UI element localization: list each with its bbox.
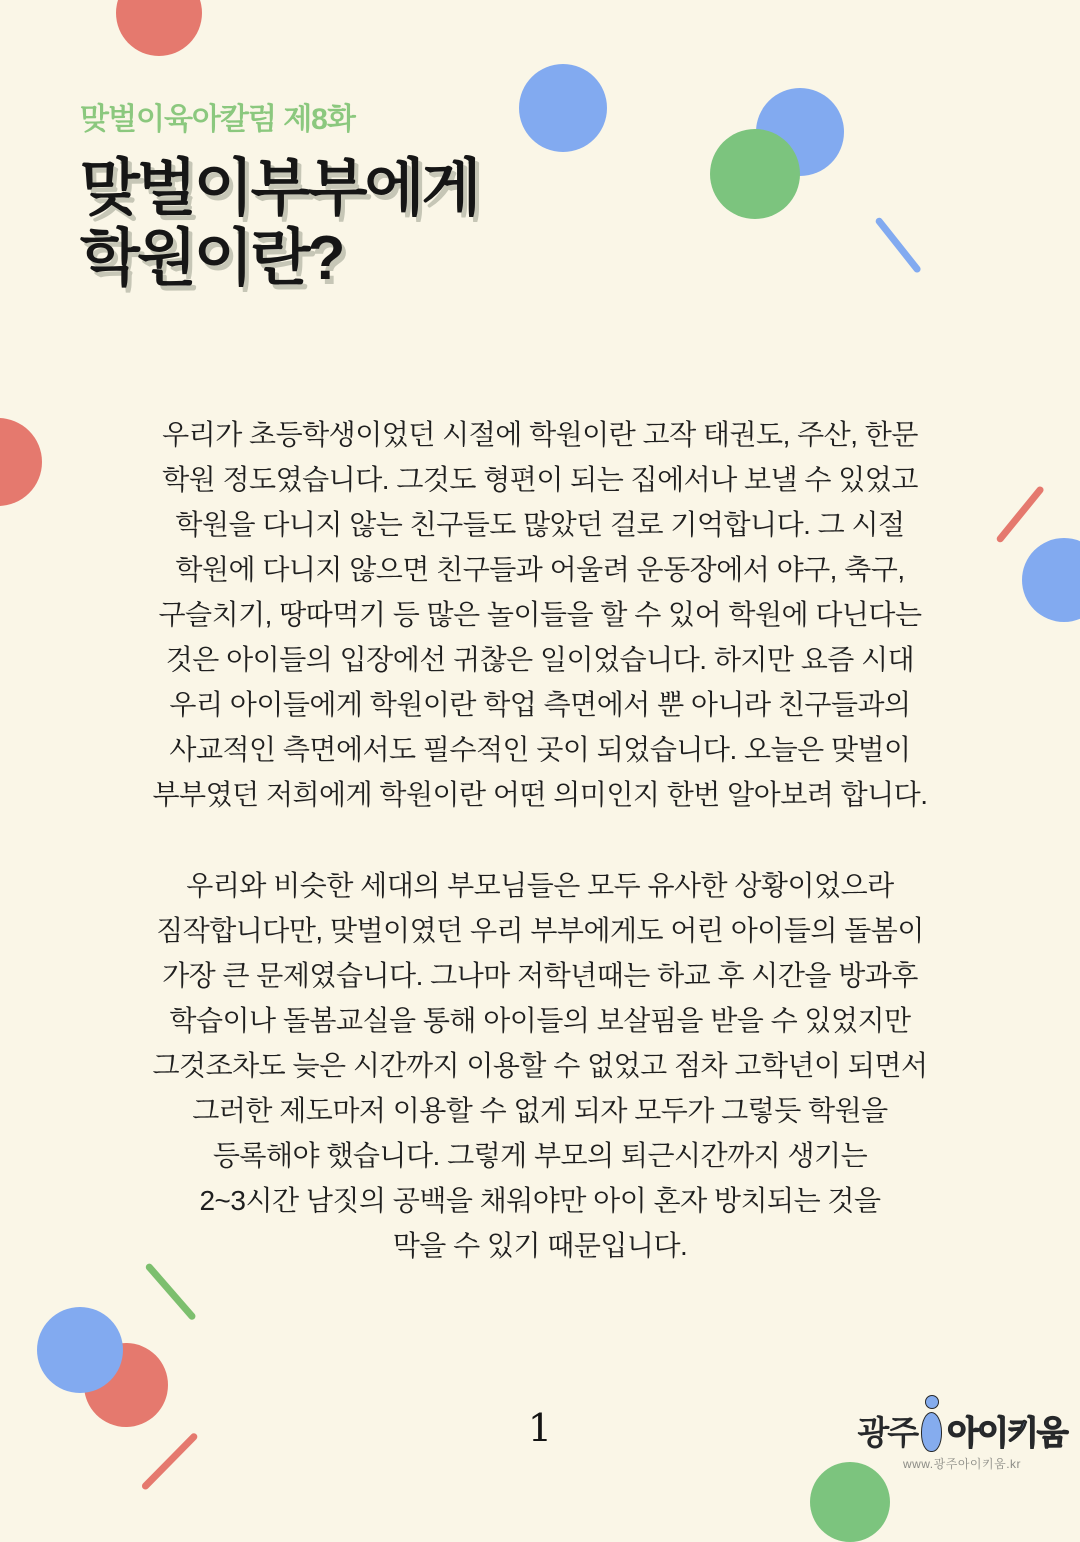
text-line: 그것조차도 늦은 시간까지 이용할 수 없었고 점차 고학년이 되면서 <box>152 1050 928 1081</box>
article-body <box>90 412 990 1268</box>
text-line: 부부였던 저희에게 학원이란 어떤 의미인지 한번 알아보려 합니다. <box>152 779 928 810</box>
paragraph-2 <box>90 863 990 1268</box>
decorative-line-green-bottom-left <box>144 1262 197 1321</box>
text-line: 2~3시간 남짓의 공백을 채워야만 아이 혼자 방치되는 것을 <box>199 1185 881 1216</box>
decorative-circle-blue-top-center <box>519 64 607 152</box>
text-line: 학원에 다니지 않으면 친구들과 어울려 운동장에서 야구, 축구, <box>175 554 905 585</box>
decorative-circle-green-top-right <box>710 129 800 219</box>
title-line-2: 학원이란? <box>80 224 343 293</box>
person-icon <box>919 1395 945 1453</box>
decorative-circle-blue-right-edge <box>1022 538 1080 622</box>
text-line: 학원을 다니지 않는 친구들도 많았던 걸로 기억합니다. 그 시절 <box>175 509 905 540</box>
decorative-line-coral-right <box>995 485 1045 544</box>
series-label: 맞벌이육아칼럼 제8화 <box>80 103 355 136</box>
logo-row <box>852 1395 1072 1453</box>
text-line: 사교적인 측면에서도 필수적인 곳이 되었습니다. 오늘은 맞벌이 <box>169 734 911 765</box>
title-line-1: 맞벌이부부에게 <box>80 154 479 223</box>
header <box>80 102 478 294</box>
decorative-circle-coral-top-left <box>116 0 202 56</box>
decorative-line-coral-bottom-left <box>141 1432 199 1491</box>
text-line: 막을 수 있기 때문입니다. <box>392 1230 688 1261</box>
decorative-circle-blue-bottom-left <box>37 1307 123 1393</box>
text-line: 짐작합니다만, 맞벌이였던 우리 부부에게도 어린 아이들의 돌봄이 <box>156 915 924 946</box>
logo-website-url: www.광주아이키움.kr <box>902 1457 1022 1471</box>
text-line: 그러한 제도마저 이용할 수 없게 되자 모두가 그렇듯 학원을 <box>192 1095 888 1126</box>
person-icon-head <box>925 1395 939 1409</box>
text-line: 우리와 비슷한 세대의 부모님들은 모두 유사한 상황이었으라 <box>186 870 894 901</box>
person-icon-body <box>921 1412 942 1452</box>
page-number: 1 <box>527 1406 553 1450</box>
decorative-line-blue-top-right <box>874 216 922 274</box>
text-line: 학원 정도였습니다. 그것도 형편이 되는 집에서나 보낼 수 있었고 <box>162 464 918 495</box>
text-line: 것은 아이들의 입장에선 귀찮은 일이었습니다. 하지만 요즘 시대 <box>165 644 915 675</box>
page-title <box>80 154 478 294</box>
text-line: 등록해야 했습니다. 그렇게 부모의 퇴근시간까지 생기는 <box>212 1140 868 1171</box>
text-line: 우리가 초등학생이었던 시절에 학원이란 고작 태권도, 주산, 한문 <box>162 419 918 450</box>
logo-text-gwangju: 광주 <box>857 1414 918 1451</box>
paragraph-1 <box>90 412 990 817</box>
decorative-circle-green-bottom <box>810 1462 890 1542</box>
text-line: 학습이나 돌봄교실을 통해 아이들의 보살핌을 받을 수 있었지만 <box>169 1005 911 1036</box>
logo-text-ikium: 아이키움 <box>947 1414 1067 1451</box>
decorative-circle-coral-left-edge <box>0 418 42 506</box>
text-line: 우리 아이들에게 학원이란 학업 측면에서 뿐 아니라 친구들과의 <box>169 689 911 720</box>
text-line: 구슬치기, 땅따먹기 등 많은 놀이들을 할 수 있어 학원에 다닌다는 <box>158 599 922 630</box>
text-line: 가장 큰 문제였습니다. 그나마 저학년때는 하교 후 시간을 방과후 <box>162 960 918 991</box>
gwangju-ikium-logo <box>852 1395 1072 1472</box>
